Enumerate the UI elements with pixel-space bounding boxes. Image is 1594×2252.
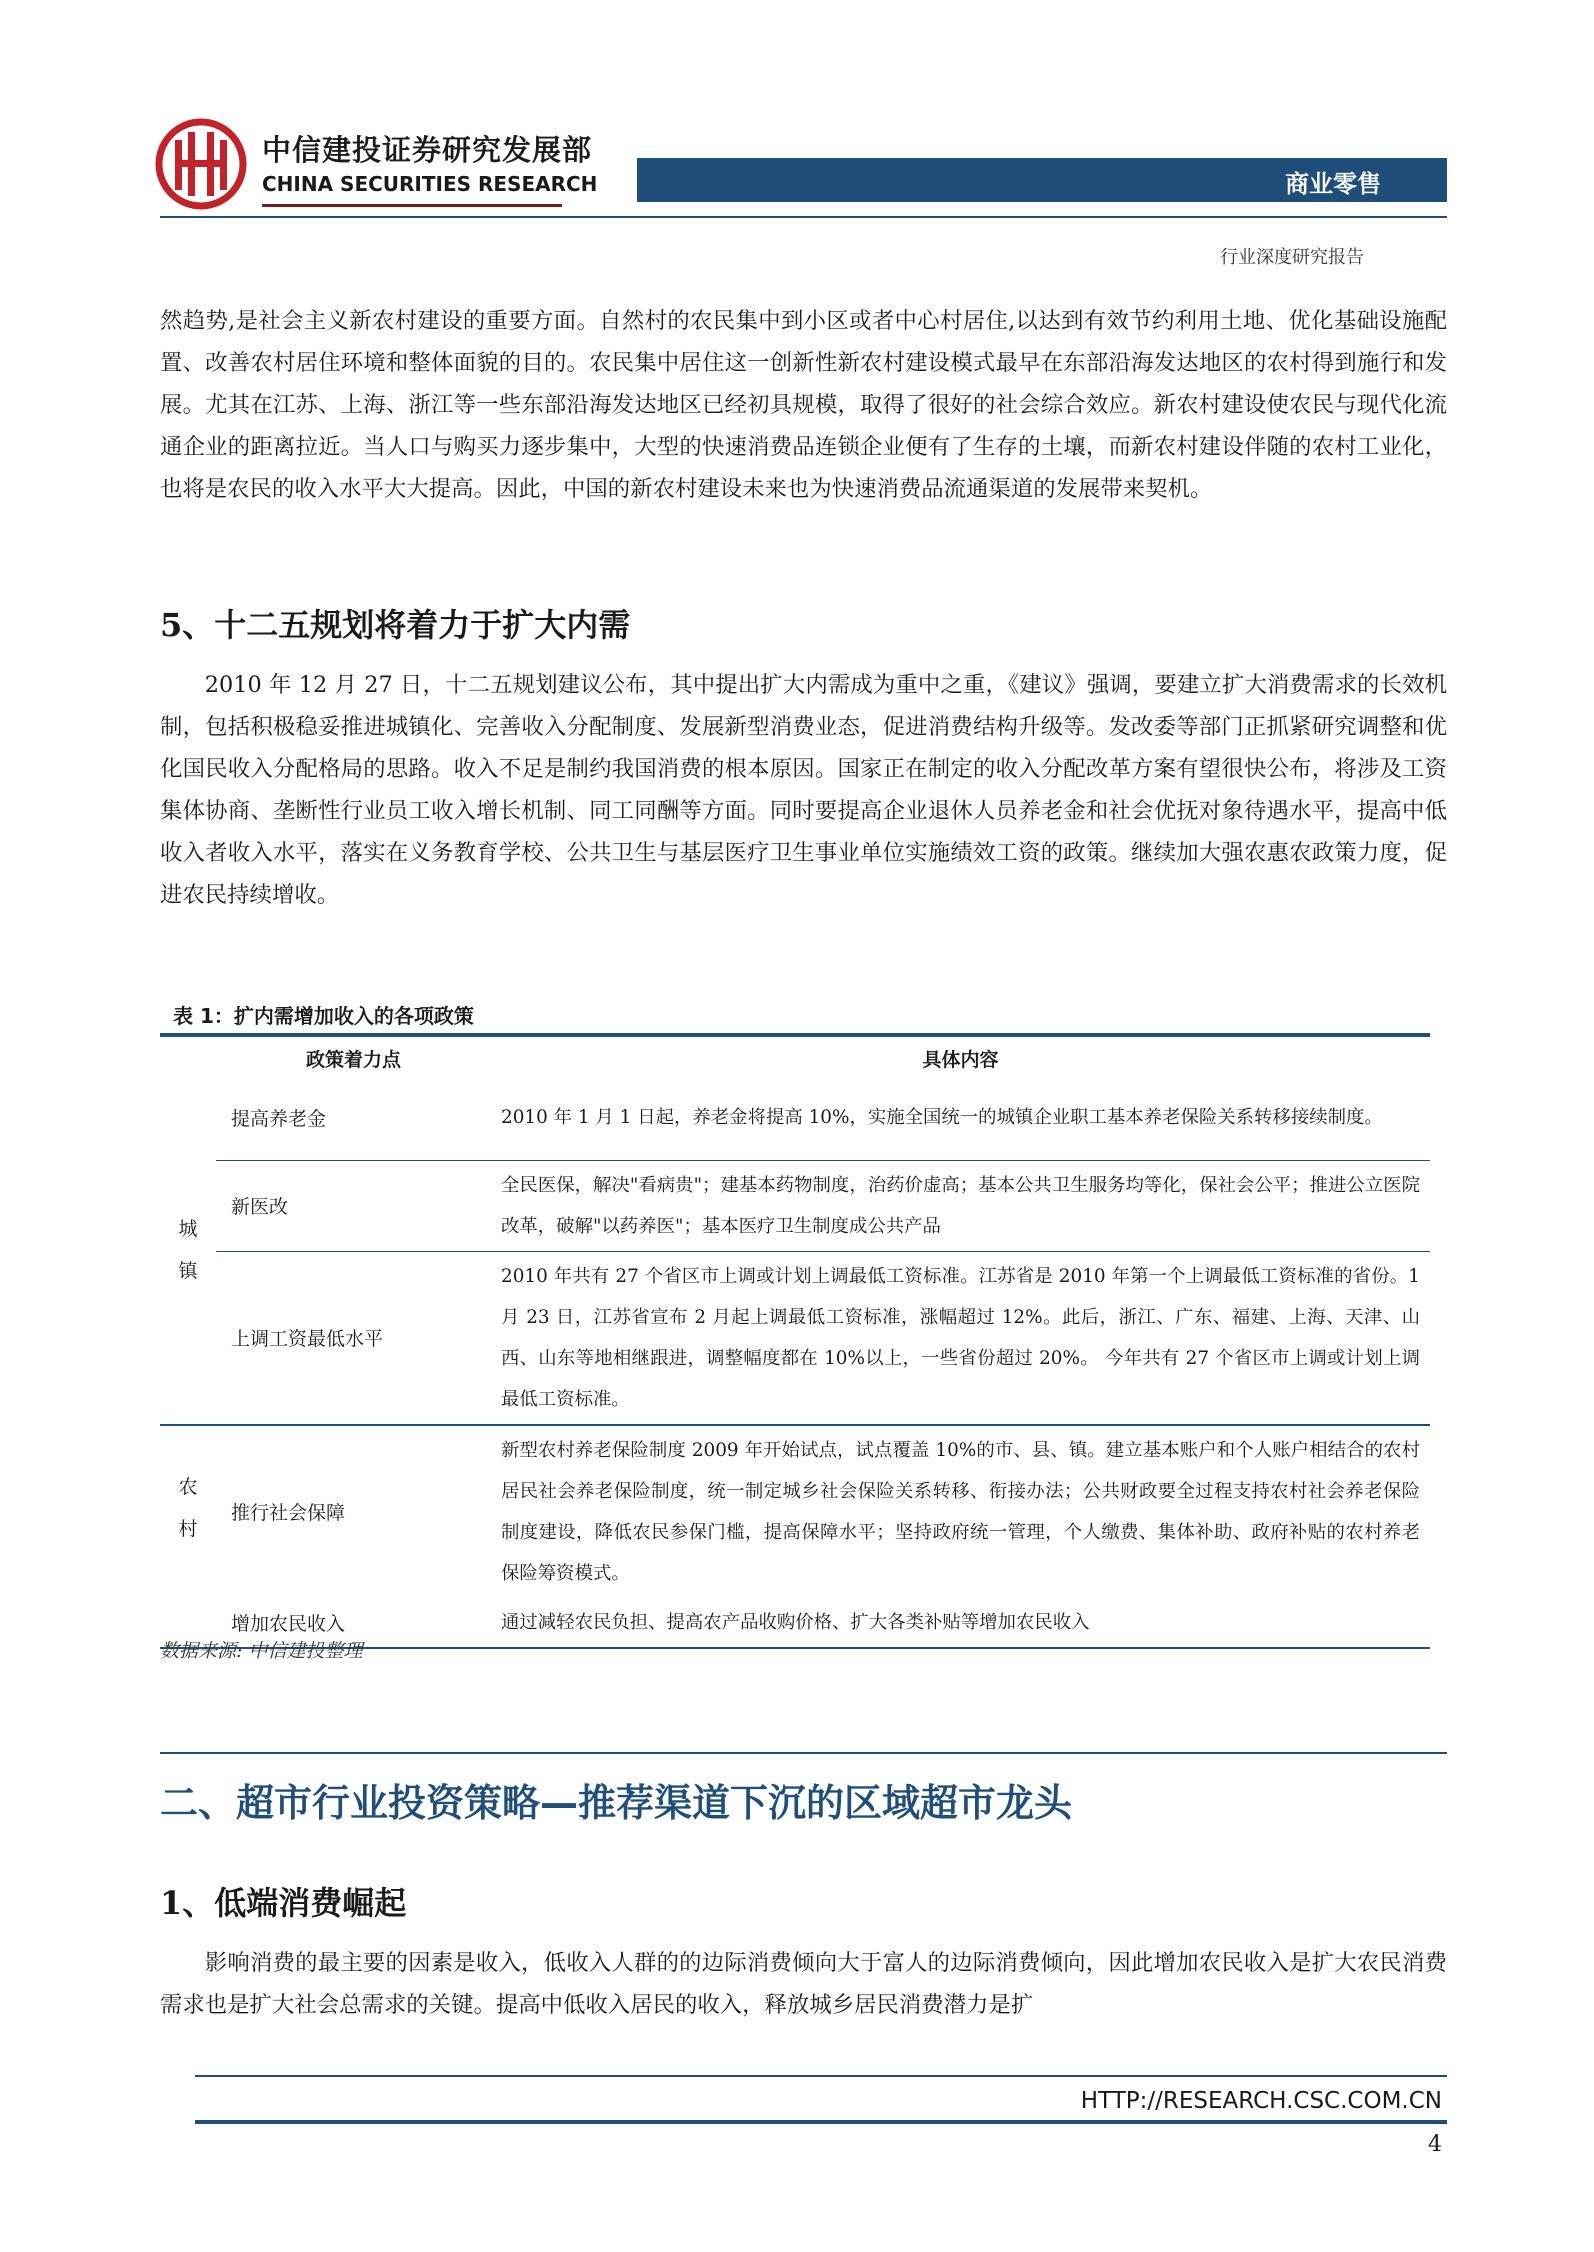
- section-5-paragraph: 2010 年 12 月 27 日，十二五规划建议公布，其中提出扩大内需成为重中之重，《建议》强调，要建立扩大消费需求的长效机制，包括积极稳妥推进城镇化、完善收入分配制度、发展新型消费业态，促进消费结构升级等。发改委等部门正抓紧研究调整和优化国民收入分配格局的思路。收入不足是制约我国消费的根本原因。国家正在制定的收入分配改革方案有望很快公布，将涉及工资集体协商、垄断性行业员工收入增长机制、同工同酬等方面。同时要提高企业退休人员养老金和社会优抚对象待遇水平，提高中低收入者收入水平，落实在义务教育学校、公共卫生与基层医疗卫生事业单位实施绩效工资的政策。继续加大强农惠农政策力度，促进农民持续增收。: [160, 672, 1447, 908]
- header-divider: [160, 216, 1447, 218]
- area-cell-urban: 城 镇: [160, 1076, 216, 1425]
- table-row: [160, 1076, 1430, 1160]
- brand-underline: [262, 204, 562, 207]
- section-1-paragraph: 影响消费的最主要的因素是收入，低收入人群的的边际消费倾向大于富人的边际消费倾向，因此增加农民收入是扩大农民消费需求也是扩大社会总需求的关键。提高中低收入居民的收入，释放城乡居民消费潜力是扩: [160, 1950, 1447, 2018]
- section-5-heading: 5、十二五规划将着力于扩大内需: [160, 606, 631, 644]
- policy-point: 增加农民收入: [216, 1598, 491, 1648]
- policy-content: 新型农村养老保险制度 2009 年开始试点，试点覆盖 10%的市、县、镇。建立基本账户和个人账户相结合的农村居民社会养老保险制度，统一制定城乡社会保险关系转移、衔接办法；公共财政要全过程支持农村社会养老保险制度建设，降低农民参保门槛，提高保障水平；坚持政府统一管理，个人缴费、集体补助、政府补贴的农村养老保险筹资模式。: [501, 1439, 1420, 1584]
- policy-content: 通过减轻农民负担、提高农产品收购价格、扩大各类补贴等增加农民收入: [491, 1598, 1430, 1648]
- brand-name-cn: 中信建投证券研究发展部: [262, 133, 593, 167]
- table-row: [160, 1160, 1430, 1251]
- area-cell-rural: 农 村: [160, 1425, 216, 1648]
- sector-banner: [637, 158, 1447, 202]
- section-1-heading: 1、低端消费崛起: [160, 1884, 407, 1922]
- table-source: 数据来源: 中信建投整理: [160, 1640, 363, 1662]
- policy-point: 新医改: [216, 1160, 491, 1251]
- column-header-point: 政策着力点: [305, 1048, 401, 1071]
- citic-logo-icon: [155, 118, 247, 210]
- footer-divider: [195, 2075, 1447, 2077]
- policy-content: 2010 年 1 月 1 日起，养老金将提高 10%，实施全国统一的城镇企业职工基本养老保险关系转移接续制度。: [491, 1076, 1430, 1160]
- sector-label: 商业零售: [1285, 170, 1381, 198]
- column-header-content: 具体内容: [922, 1048, 999, 1071]
- intro-paragraph: 然趋势,是社会主义新农村建设的重要方面。自然村的农民集中到小区或者中心村居住,以达到有效节约利用土地、优化基础设施配置、改善农村居住环境和整体面貌的目的。农民集中居住这一创新性新农村建设模式最早在东部沿海发达地区的农村得到施行和发展。尤其在江苏、上海、浙江等一些东部沿海发达地区已经初具规模，取得了很好的社会综合效应。新农村建设使农民与现代化流通企业的距离拉近。当人口与购买力逐步集中，大型的快速消费品连锁企业便有了生存的土壤，而新农村建设伴随的农村工业化，也将是农民的收入水平大大提高。因此，中国的新农村建设未来也为快速消费品流通渠道的发展带来契机。: [160, 308, 1447, 502]
- brand-name-en: CHINA SECURITIES RESEARCH: [262, 172, 598, 196]
- table-row: [160, 1251, 1430, 1425]
- chapter-divider: [160, 1752, 1447, 1754]
- table-top-rule: [160, 1033, 1430, 1037]
- report-type: 行业深度研究报告: [1220, 247, 1364, 268]
- table-header-row: [160, 1040, 1430, 1076]
- footer-url-link[interactable]: HTTP://RESEARCH.CSC.COM.CN: [1080, 2088, 1442, 2114]
- table-row: [160, 1425, 1430, 1598]
- policy-content: 2010 年共有 27 个省区市上调或计划上调最低工资标准。江苏省是 2010 年第一个上调最低工资标准的省份。1 月 23 日，江苏省宣布 2 月起上调最低工资标准，涨幅超过 12%。此后，浙江、广东、福建、上海、天津、山西、山东等地相继跟进，调整幅度都在 10%以上，一些省份超过 20%。 今年共有 27 个省区市上调或计划上调最低工资标准。: [491, 1251, 1430, 1425]
- policy-point: 上调工资最低水平: [216, 1251, 491, 1425]
- page-number: 4: [1428, 2132, 1442, 2157]
- policy-point: 推行社会保障: [231, 1502, 346, 1524]
- policy-table: [160, 1040, 1430, 1649]
- chapter-2-heading: 二、超市行业投资策略—推荐渠道下沉的区域超市龙头: [160, 1781, 1073, 1825]
- policy-content: 全民医保，解决"看病贵"；建基本药物制度，治药价虚高；基本公共卫生服务均等化，保社会公平；推进公立医院改革，破解"以药养医"；基本医疗卫生制度成公共产品: [491, 1160, 1430, 1251]
- policy-point: 提高养老金: [216, 1076, 491, 1160]
- footer-divider-thick: [195, 2120, 1447, 2124]
- table-caption: 表 1：扩内需增加收入的各项政策: [173, 1004, 474, 1028]
